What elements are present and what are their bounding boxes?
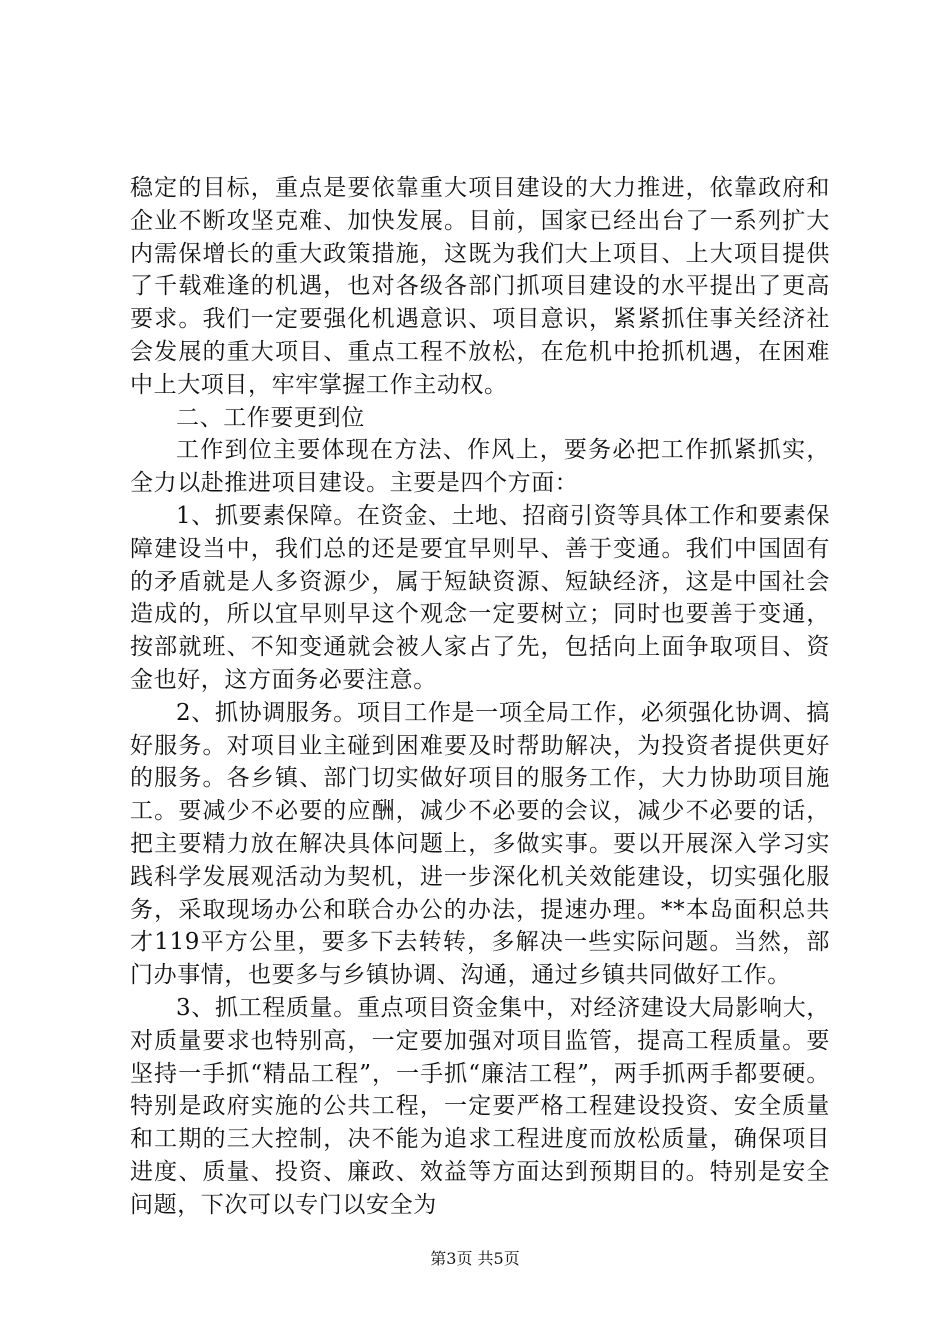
paragraph-item-1: 1、抓要素保障。在资金、土地、招商引资等具体工作和要素保障建设当中，我们总的还是要宜早则早、善于变通。我们中国固有的矛盾就是人多资源少，属于短缺资源、短缺经济，这是中国社会造成的，所以宜早则早这个观念一定要树立；同时也要善于变通，按部就班、不知变通就会被人家占了先，包括向上面争取项目、资金也好，这方面务必要注意。 <box>130 502 830 693</box>
paragraph-intro: 工作到位主要体现在方法、作风上，要务必把工作抓紧抓实，全力以赴推进项目建设。主要是四个方面： <box>130 437 830 497</box>
paragraph-item-2: 2、抓协调服务。项目工作是一项全局工作，必须强化协调、搞好服务。对项目业主碰到困难要及时帮助解决，为投资者提供更好的服务。各乡镇、部门切实做好项目的服务工作，大力协助项目施工。要减少不必要的应酬，减少不必要的会议，减少不必要的话，把主要精力放在解决具体问题上，多做实事。要以开展深入学习实践科学发展观活动为契机，进一步深化机关效能建设，切实强化服务，采取现场办公和联合办公的办法，提速办理。**本岛面积总共才119平方公里，要多下去转转，多解决一些实际问题。当然，部门办事情，也要多与乡镇协调、沟通，通过乡镇共同做好工作。 <box>130 699 830 989</box>
paragraph-item-3: 3、抓工程质量。重点项目资金集中，对经济建设大局影响大，对质量要求也特别高，一定要加强对项目监管，提高工程质量。要坚持一手抓“精品工程”，一手抓“廉洁工程”，两手抓两手都要硬。特别是政府实施的公共工程，一定要严格工程建设投资、安全质量和工期的三大控制，决不能为追求工程进度而放松质量，确保项目进度、质量、投资、廉政、效益等方面达到预期目的。特别是安全问题，下次可以专门以安全为 <box>130 994 830 1218</box>
paragraph-continuation: 稳定的目标，重点是要依靠重大项目建设的大力推进，依靠政府和企业不断攻坚克难、加快发展。目前，国家已经出台了一系列扩大内需保增长的重大政策措施，这既为我们大上项目、上大项目提供了千载难逢的机遇，也对各级各部门抓项目建设的水平提出了更高要求。我们一定要强化机遇意识、项目意识，紧紧抓住事关经济社会发展的重大项目、重点工程不放松，在危机中抢抓机遇，在困难中上大项目，牢牢掌握工作主动权。 <box>130 175 830 398</box>
section-heading: 二、工作要更到位 <box>176 404 365 431</box>
document-body <box>130 172 830 1222</box>
page-number-footer: 第3页 共5页 <box>430 1249 520 1268</box>
